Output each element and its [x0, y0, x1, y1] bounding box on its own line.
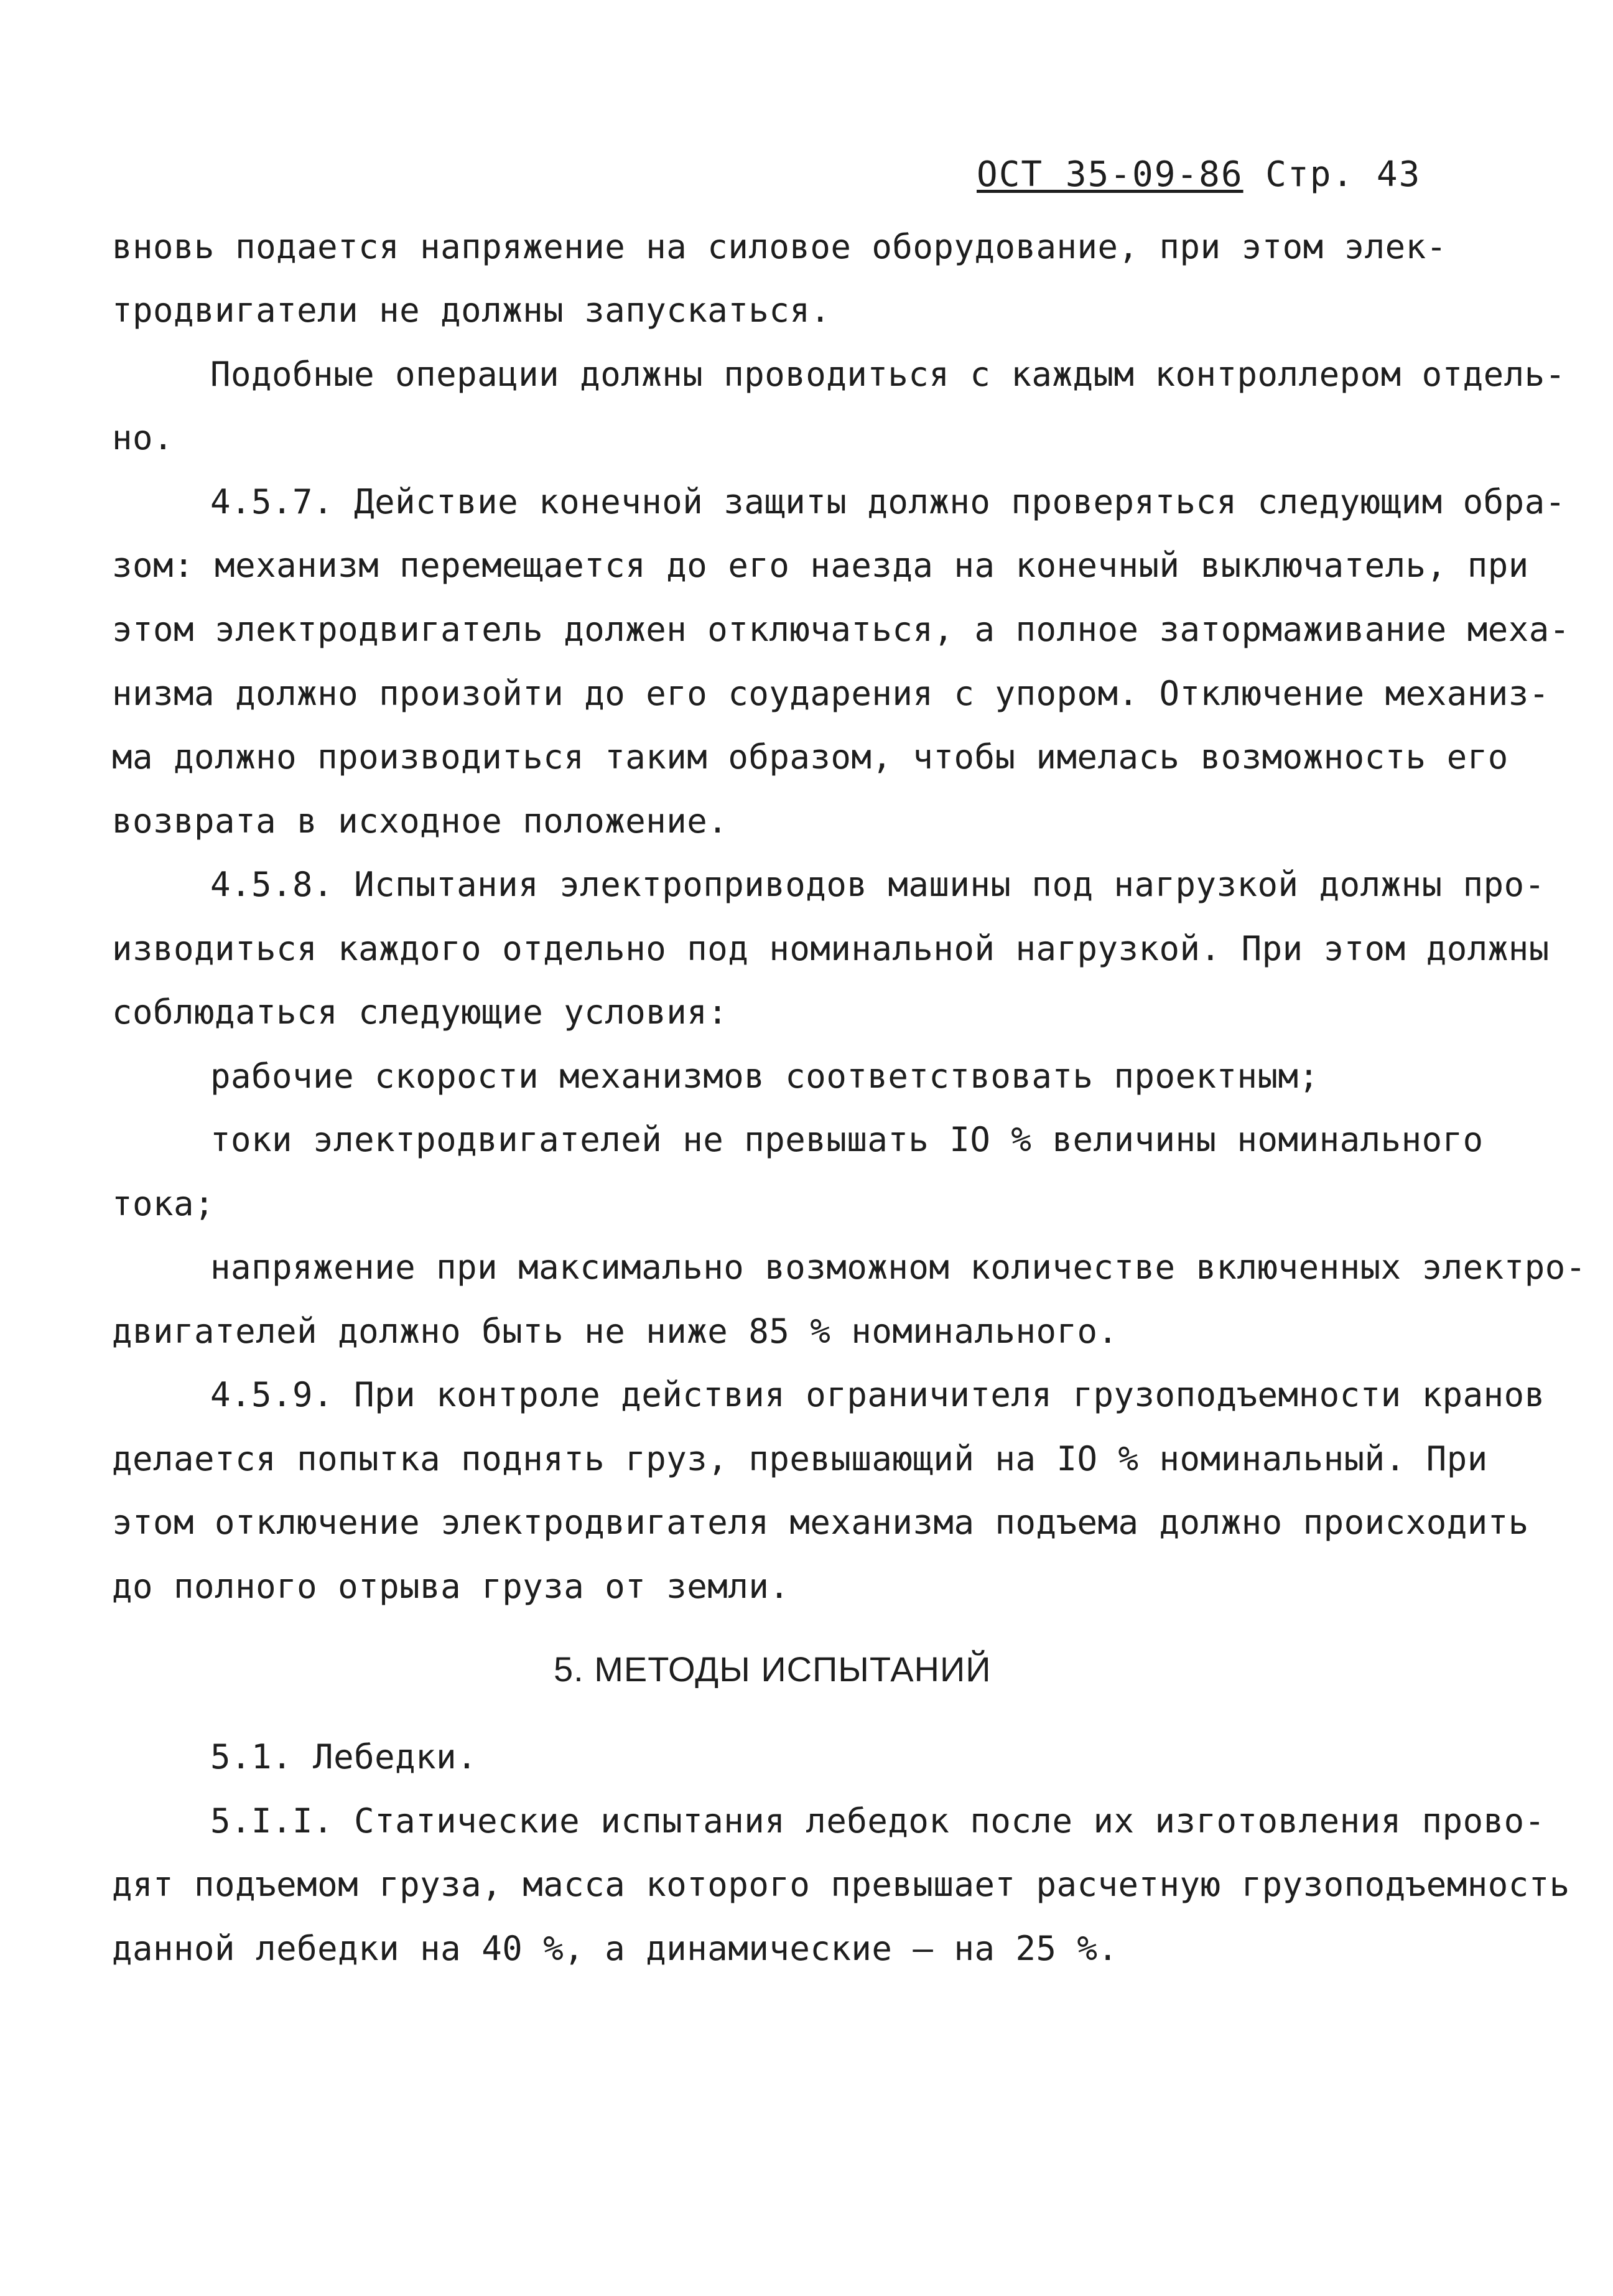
clause-4-5-7: 4.5.7. Действие конечной защиты должно проверяться следующим обра- [210, 482, 1566, 521]
text-line: тока; [112, 1184, 215, 1223]
document-code: ОСТ 35-09-86 [977, 154, 1243, 195]
subsection-title: 5.1. Лебедки. [210, 1737, 478, 1776]
text-line: низма должно произойти до его соударения с упором. Отключение механиз- [112, 674, 1550, 713]
page-number: Стр. 43 [1265, 154, 1421, 195]
condition-item: рабочие скорости механизмов соответствовать проектным; [210, 1057, 1319, 1096]
text-line: зом: механизм перемещается до его наезда на конечный выключатель, при [112, 546, 1529, 585]
text-line: этом отключение электродвигателя механизма подъема должно происходить [112, 1503, 1529, 1542]
page-header [977, 154, 1421, 195]
text-line: вновь подается напряжение на силовое оборудование, при этом элек- [112, 227, 1447, 266]
text-line: тродвигатели не должны запускаться. [112, 291, 831, 330]
text-line: но. [112, 418, 174, 457]
text-line: ма должно производиться таким образом, чтобы имелась возможность его [112, 737, 1508, 777]
text-line: соблюдаться следующие условия: [112, 992, 728, 1032]
paragraph-start: Подобные операции должны проводиться с каждым контроллером отдель- [210, 355, 1566, 394]
text-line: этом электродвигатель должен отключаться, а полное затормаживание меха- [112, 610, 1570, 649]
condition-item: напряжение при максимально возможном количестве включенных электро- [210, 1248, 1586, 1287]
text-line: делается попытка поднять груз, превышающий на IO % номинальный. При [112, 1439, 1488, 1478]
section-heading: 5. МЕТОДЫ ИСПЫТАНИЙ [554, 1650, 992, 1689]
text-line: дят подъемом груза, масса которого превышает расчетную грузоподъемность [112, 1865, 1570, 1904]
clause-5-1-1: 5.I.I. Статические испытания лебедок после их изготовления прово- [210, 1801, 1545, 1841]
text-line: изводиться каждого отдельно под номинальной нагрузкой. При этом должны [112, 929, 1550, 968]
clause-4-5-8: 4.5.8. Испытания электроприводов машины под нагрузкой должны про- [210, 865, 1545, 904]
text-line: двигателей должно быть не ниже 85 % номинального. [112, 1312, 1118, 1351]
text-line: данной лебедки на 40 %, а динамические – на 25 %. [112, 1929, 1118, 1968]
text-line: до полного отрыва груза от земли. [112, 1567, 790, 1606]
condition-item: токи электродвигателей не превышать IO % величины номинального [210, 1120, 1484, 1159]
text-line: возврата в исходное положение. [112, 801, 728, 841]
clause-4-5-9: 4.5.9. При контроле действия ограничителя грузоподъемности кранов [210, 1375, 1545, 1414]
